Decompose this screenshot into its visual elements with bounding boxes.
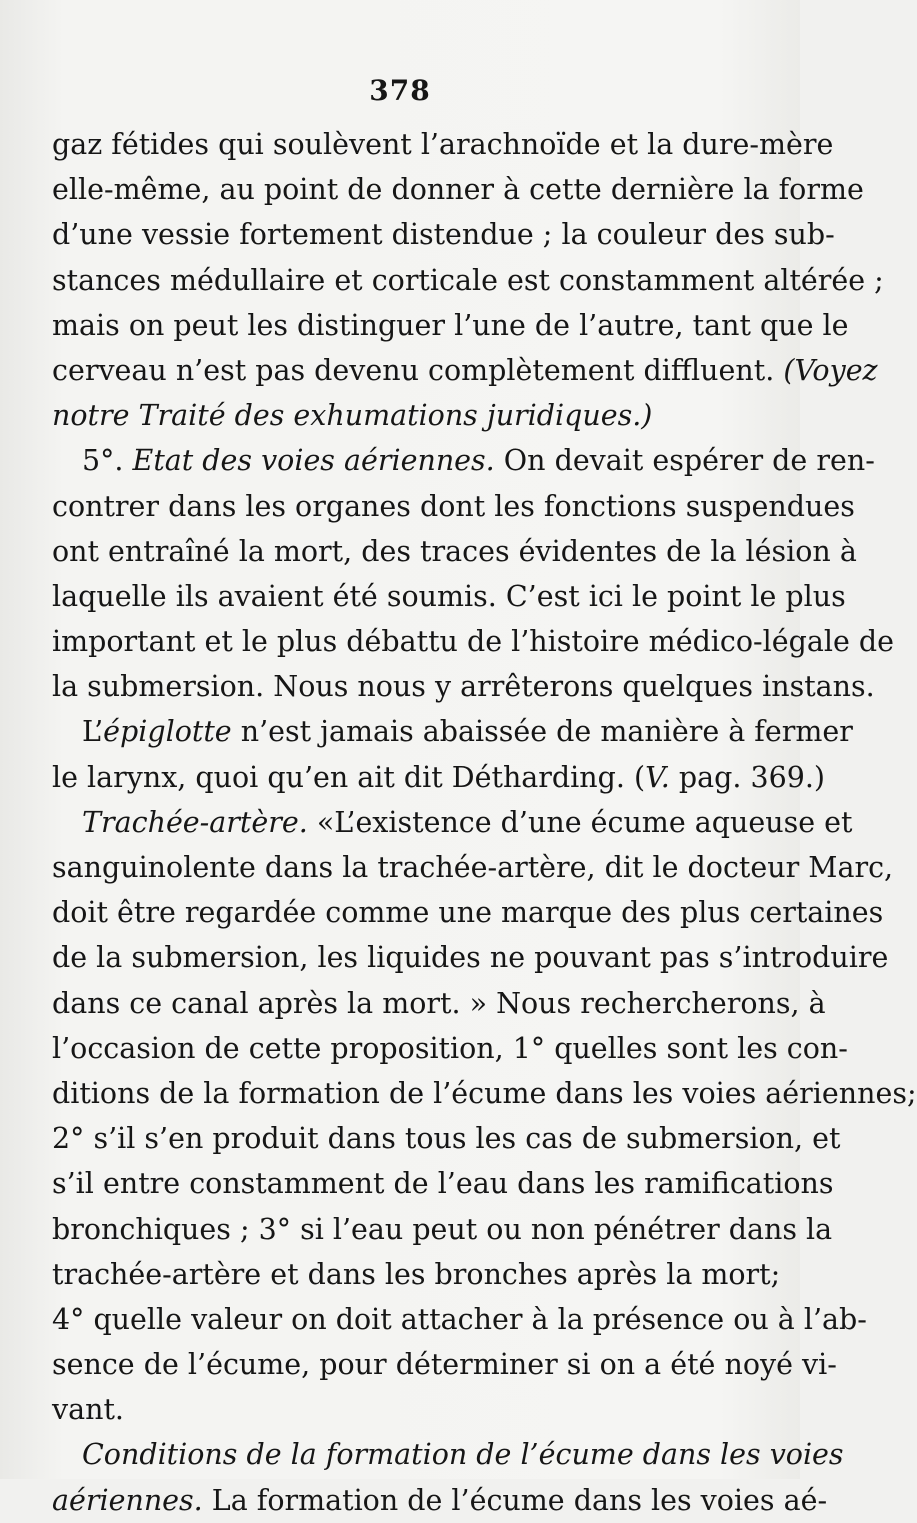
body-text — [52, 122, 917, 1523]
line-text: 4° quelle valeur on doit attacher à la présence ou à l’ab- — [52, 1302, 867, 1336]
italic-text: Trachée-artère. — [82, 805, 308, 839]
line-text: L’ — [82, 715, 104, 749]
text-line — [52, 755, 826, 800]
text-line — [52, 1071, 917, 1116]
text-line — [52, 1297, 867, 1342]
text-line — [52, 258, 884, 303]
line-text: On devait espérer de ren- — [494, 444, 875, 478]
text-line — [52, 800, 853, 845]
line-text: trachée-artère et dans les bronches après la mort; — [52, 1257, 781, 1291]
line-text: bronchiques ; 3° si l’eau peut ou non pénétrer dans la — [52, 1212, 833, 1246]
line-text: stances médullaire et corticale est constamment altérée ; — [52, 263, 884, 297]
line-text: le larynx, quoi qu’en ait dit Détharding. ( — [52, 760, 646, 794]
text-line — [52, 167, 864, 212]
line-text: n’est jamais abaissée de manière à fermer — [231, 715, 853, 749]
line-text: mais on peut les distinguer l’une de l’autre, tant que le — [52, 308, 849, 342]
line-text: doit être regardée comme une marque des plus certaines — [52, 896, 884, 930]
text-line — [52, 1252, 781, 1297]
text-line — [52, 1026, 848, 1071]
text-line — [52, 1387, 760, 1432]
text-line — [52, 935, 889, 980]
line-text: la submersion. Nous nous y arrêterons quelques instans. — [52, 670, 875, 704]
italic-text: Conditions de la formation de l’écume dans les voies — [82, 1438, 844, 1472]
text-line — [52, 1116, 841, 1161]
line-text: important et le plus débattu de l’histoire médico-légale de — [52, 625, 895, 659]
italic-text: aériennes. — [52, 1483, 203, 1517]
text-line — [52, 438, 875, 483]
italic-text: V. — [645, 760, 670, 794]
page-number: 378 — [369, 74, 431, 107]
line-text: de la submersion, les liquides ne pouvant pas s’introduire — [52, 941, 889, 975]
italic-text: épiglotte — [103, 715, 232, 749]
text-line — [52, 1478, 828, 1523]
line-text: sence de l’écume, pour déterminer si on a été noyé vi- — [52, 1348, 837, 1382]
text-line — [52, 393, 760, 438]
italic-text: (Voyez — [783, 353, 878, 387]
text-line — [52, 484, 855, 529]
italic-text: Etat des voies aériennes. — [132, 444, 495, 478]
line-text: ditions de la formation de l’écume dans les voies aériennes; — [52, 1076, 917, 1110]
italic-text: notre Traité des exhumations juridiques.) — [52, 399, 653, 433]
text-line — [52, 348, 878, 393]
text-line — [52, 619, 895, 664]
text-line — [52, 574, 846, 619]
line-text: contrer dans les organes dont les fonctions suspendues — [52, 489, 855, 523]
line-text: sanguinolente dans la trachée-artère, dit le docteur Marc, — [52, 851, 894, 884]
text-line — [52, 845, 894, 890]
line-text: elle-même, au point de donner à cette dernière la forme — [52, 173, 864, 207]
line-text: s’il entre constamment de l’eau dans les ramifications — [52, 1167, 834, 1201]
text-line — [52, 1432, 844, 1477]
text-line — [52, 981, 826, 1026]
text-line — [52, 1207, 833, 1252]
line-text: pag. 369.) — [669, 760, 826, 794]
line-text: d’une vessie fortement distendue ; la couleur des sub- — [52, 218, 835, 252]
line-text: «L’existence d’une écume aqueuse et — [307, 805, 853, 839]
text-line — [52, 1161, 834, 1206]
line-text: l’occasion de cette proposition, 1° quelles sont les con- — [52, 1031, 848, 1065]
line-text: laquelle ils avaient été soumis. C’est ici le point le plus — [52, 579, 846, 613]
text-line — [52, 212, 835, 257]
line-text: gaz fétides qui soulèvent l’arachnoïde et la dure-mère — [52, 128, 834, 161]
line-text: 2° s’il s’en produit dans tous les cas de submersion, et — [52, 1122, 841, 1156]
text-line — [52, 890, 884, 935]
text-line — [52, 664, 875, 709]
text-line — [52, 709, 853, 754]
line-text: ont entraîné la mort, des traces évidentes de la lésion à — [52, 534, 857, 568]
text-line — [52, 303, 849, 348]
line-text: vant. — [52, 1393, 124, 1427]
text-line — [52, 122, 834, 167]
line-text: cerveau n’est pas devenu complètement diffluent. — [52, 353, 784, 387]
text-line — [52, 529, 857, 574]
line-text: La formation de l’écume dans les voies aé- — [202, 1483, 828, 1517]
text-line — [52, 1342, 837, 1387]
line-text: dans ce canal après la mort. » Nous rechercherons, à — [52, 986, 826, 1020]
line-text: 5°. — [82, 444, 133, 478]
